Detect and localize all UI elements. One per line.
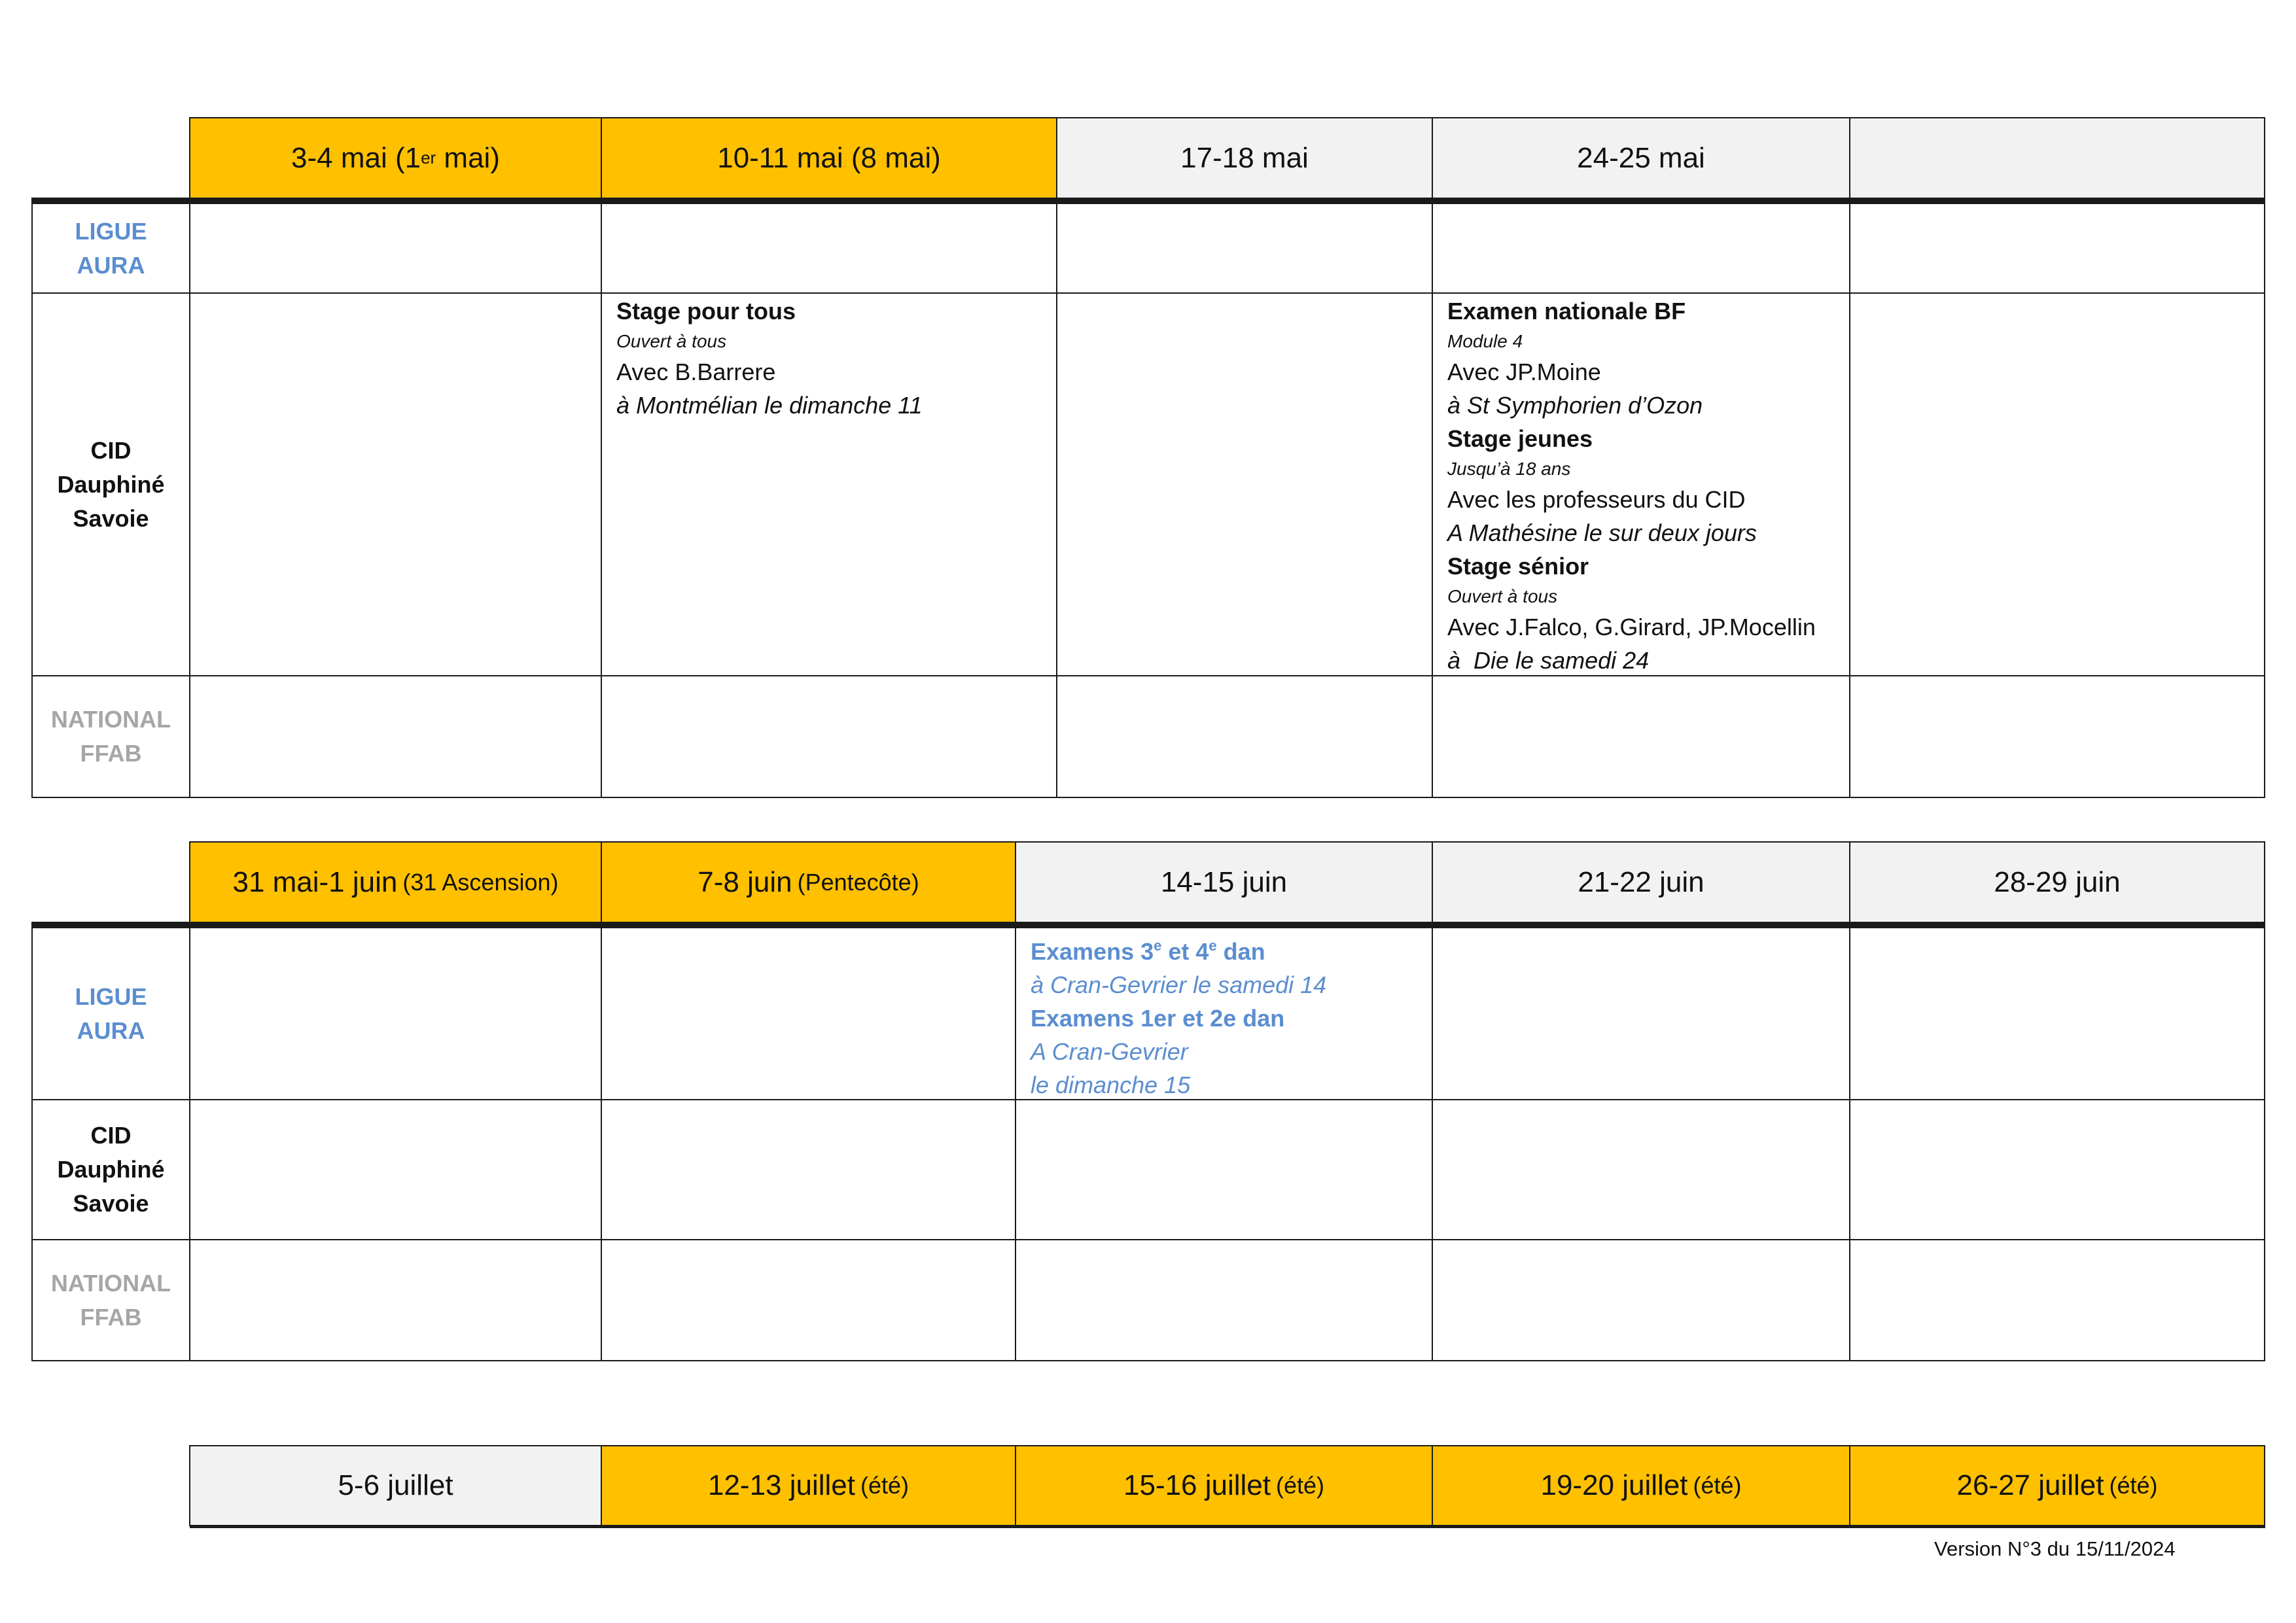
event-title: Examens 1er et 2e dan [1031,1005,1285,1032]
event-place: à Cran-Gevrier le samedi 14 [1031,971,1327,998]
grid-line [31,1239,2265,1240]
grid-line [189,841,190,1361]
header-text: 12-13 juillet [707,1469,855,1501]
grid-line [190,117,2265,118]
grid-line [31,797,2265,798]
row-label-line: LIGUE [75,217,147,245]
event-title-part: dan [1216,938,1265,965]
event-place: à Montmélian le dimanche 11 [616,392,923,419]
event-stage-pour-tous [616,294,1048,422]
header-note: (été) [1693,1472,1742,1499]
row-label-line: NATIONAL [50,1269,171,1297]
grid-line [601,841,602,1361]
grid-line [31,1360,2265,1361]
row-label-ligue-aura [33,204,189,292]
event-subtitle: Ouvert à tous [1447,586,1558,606]
event-title: Stage pour tous [616,298,796,324]
grid-line [189,117,190,798]
event-place: à St Symphorien d’Ozon [1447,392,1703,419]
grid-line [190,1445,2265,1446]
header-note: (Pentecôte) [797,868,919,896]
header-sup: er [421,148,436,167]
header-7-8-juin [601,842,1016,922]
header-text-after: mai) [436,141,500,174]
event-with: Avec JP.Moine [1447,358,1601,385]
grid-line [1432,841,1433,1361]
event-title-part: Examens 3 [1031,938,1154,965]
header-text: 17-18 mai [1180,141,1309,174]
header-14-15-juin [1016,842,1432,922]
version-label: Version N°3 du 15/11/2024 [1934,1537,2176,1560]
row-label-line: Savoie [73,1190,149,1217]
header-text: 7-8 juin [698,865,792,898]
event-with: Avec les professeurs du CID [1447,486,1746,513]
header-note: (été) [2109,1472,2158,1499]
event-title: Examen nationale BF [1447,298,1686,324]
row-label-line: FFAB [80,1303,142,1331]
header-26-27-juillet [1850,1446,2265,1526]
header-text: 15-16 juillet [1123,1469,1271,1501]
grid-line-thick [31,198,2265,204]
header-10-11-mai [601,118,1057,198]
header-28-29-juin [1850,842,2265,922]
header-text: 31 mai-1 juin [232,865,398,898]
grid-line [1056,117,1057,798]
grid-line [1432,117,1433,798]
row-label-cid [33,1100,189,1239]
event-title: Stage sénior [1447,553,1589,580]
event-place: A Mathésine le sur deux jours [1447,519,1757,546]
event-title-sup: e [1209,937,1217,954]
row-label-line: FFAB [80,740,142,767]
header-21-22-juin [1432,842,1850,922]
grid-line [1015,841,1016,1361]
grid-line-thick [31,922,2265,928]
grid-line-thick [190,1525,2265,1528]
header-text: 10-11 mai (8 mai) [717,141,941,174]
row-label-line: CID [90,1122,132,1149]
header-5-6-juillet [190,1446,601,1526]
row-label-line: NATIONAL [50,706,171,733]
header-17-18-mai [1057,118,1432,198]
row-label-national [33,1240,189,1360]
header-24-25-mai [1432,118,1850,198]
event-place: le dimanche 15 [1031,1072,1191,1098]
event-title-part: et 4 [1161,938,1209,965]
row-label-line: LIGUE [75,983,147,1010]
header-text: 26-27 juillet [1956,1469,2104,1501]
header-text: 24-25 mai [1577,141,1705,174]
header-text: 3-4 mai (1 [291,141,421,174]
event-title-sup: e [1154,937,1162,954]
row-label-cid [33,294,189,675]
row-label-line: CID [90,436,132,464]
grid-line [1432,1445,1433,1526]
header-15-16-juillet [1016,1446,1432,1526]
header-19-20-juillet [1432,1446,1850,1526]
header-text: 5-6 juillet [338,1469,453,1501]
grid-line [601,117,602,798]
header-text: 28-29 juin [1994,865,2121,898]
grid-line [31,292,2265,294]
grid-line [1849,1445,1850,1526]
grid-line [601,1445,602,1526]
row-label-line: Dauphiné [57,470,165,498]
event-title: Stage jeunes [1447,425,1593,452]
event-subtitle: Jusqu’à 18 ans [1447,459,1571,479]
header-empty [1850,118,2265,198]
header-text: 19-20 juillet [1540,1469,1688,1501]
event-subtitle: Ouvert à tous [616,331,727,351]
row-label-ligue-aura [33,928,189,1099]
header-12-13-juillet [601,1446,1016,1526]
header-31-mai-1-juin [190,842,601,922]
grid-line [2264,1445,2265,1526]
event-title [1031,929,1430,968]
event-place: à Die le samedi 24 [1447,647,1650,674]
grid-line [190,841,2265,843]
row-label-line: Dauphiné [57,1156,165,1183]
row-label-line: AURA [77,251,145,279]
header-3-4-mai [190,118,601,198]
grid-line [189,1445,190,1526]
grid-line [1849,841,1850,1361]
header-text: 21-22 juin [1578,865,1704,898]
events-24-25-mai [1447,294,1846,677]
header-text: 14-15 juin [1160,865,1288,898]
row-label-line: Savoie [73,504,149,532]
event-with: Avec J.Falco, G.Girard, JP.Mocellin [1447,614,1816,640]
event-place: A Cran-Gevrier [1031,1038,1188,1065]
grid-line [2264,841,2265,1361]
row-label-line: AURA [77,1017,145,1044]
events-examens-dan [1031,929,1430,1102]
grid-line [1849,117,1850,798]
grid-line [2264,117,2265,798]
grid-line [1015,1445,1016,1526]
event-with: Avec B.Barrere [616,358,776,385]
header-note: (31 Ascension) [402,868,559,896]
event-subtitle: Module 4 [1447,331,1523,351]
header-note: (été) [1276,1472,1325,1499]
row-label-national [33,676,189,797]
grid-line [31,675,2265,676]
header-note: (été) [860,1472,910,1499]
